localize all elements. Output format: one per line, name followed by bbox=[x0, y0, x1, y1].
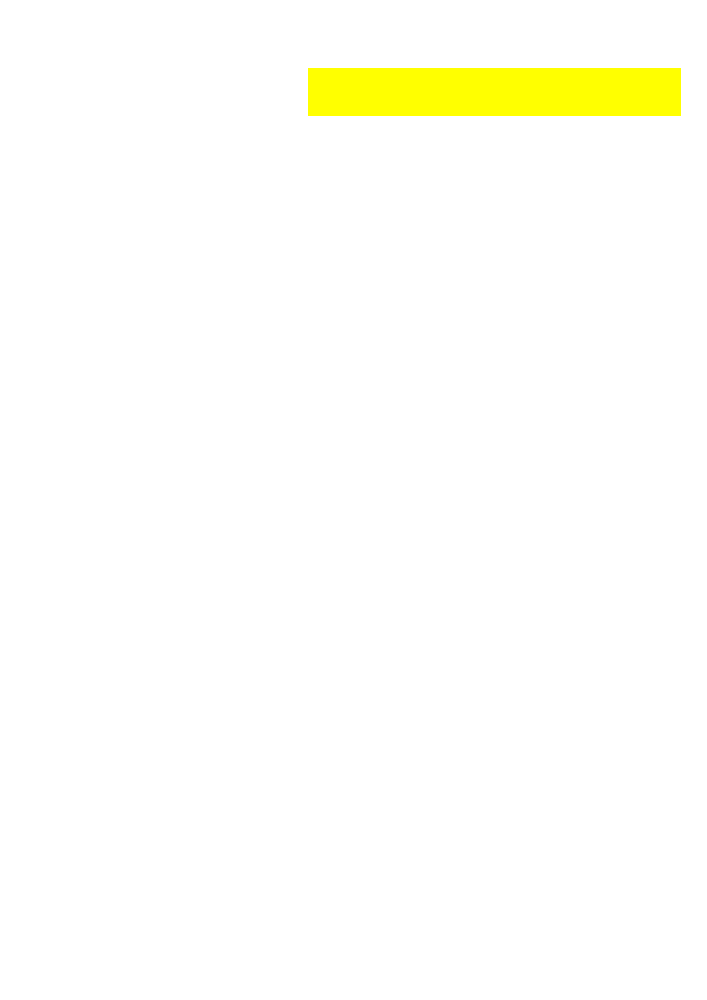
total-award-banner bbox=[308, 68, 681, 116]
page-title bbox=[0, 122, 707, 140]
